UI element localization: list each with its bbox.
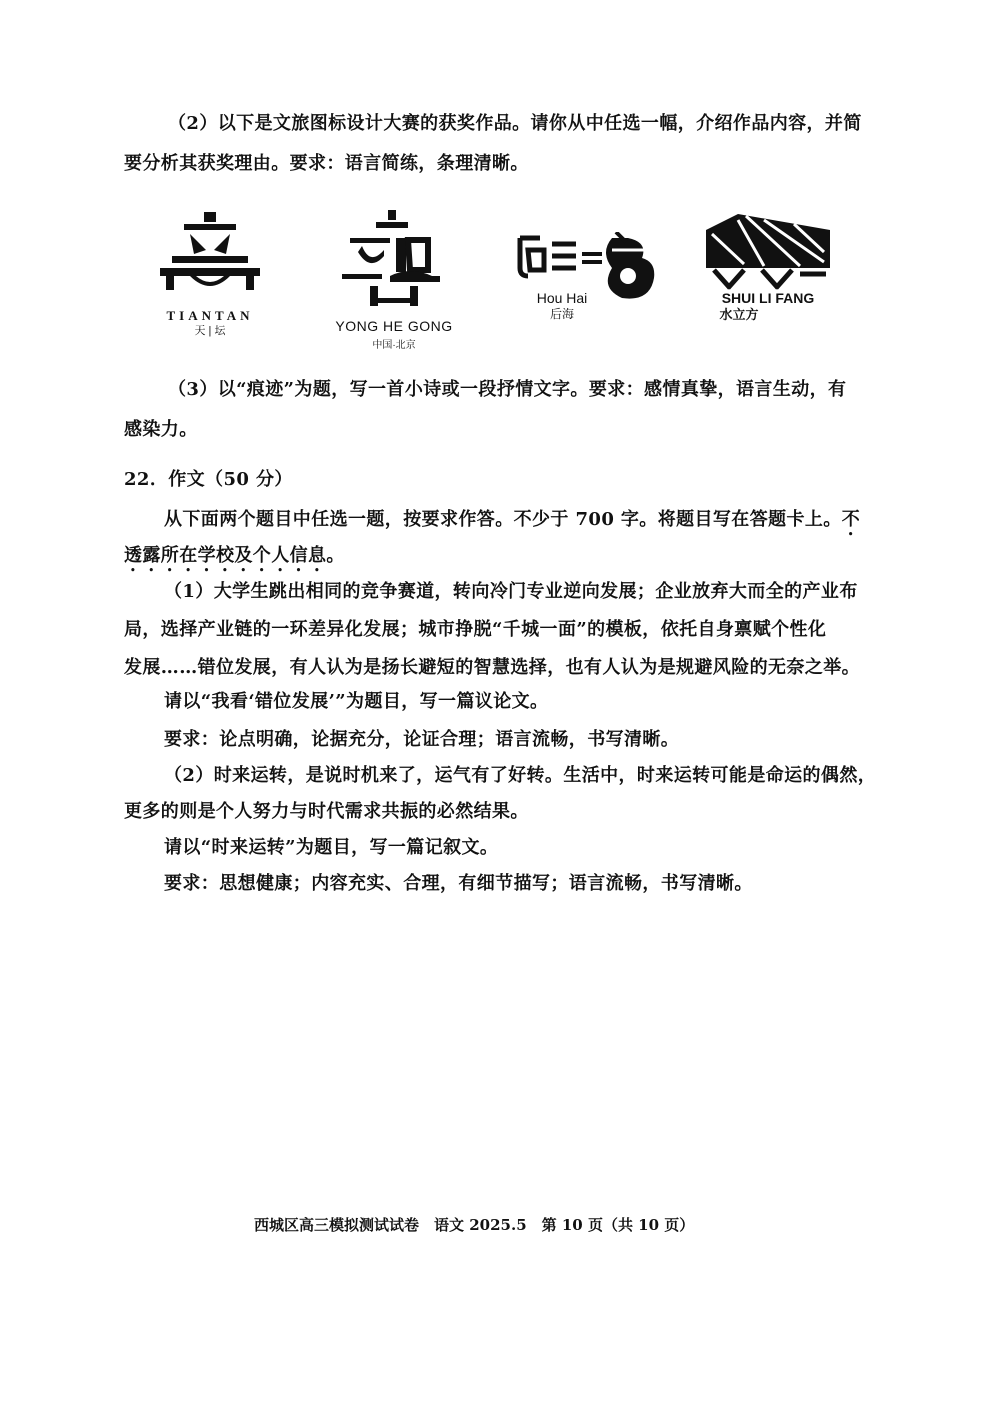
shuilifang-subcaption: 水立方 bbox=[719, 307, 759, 322]
q22-intro-line1 bbox=[164, 508, 860, 540]
q22-p2-task: 请以“时来运转”为题目，写一篇记叙文。 bbox=[164, 837, 499, 858]
tiantan-caption: TIANTAN bbox=[166, 308, 254, 323]
q21-3-line2: 感染力。 bbox=[124, 419, 198, 440]
q22-intro-emphasis-start: 不 bbox=[841, 509, 861, 530]
q21-2-line1: （2）以下是文旅图标设计大赛的获奖作品。请你从中任选一幅，介绍作品内容，并简 bbox=[168, 113, 862, 134]
houhai-caption: Hou Hai bbox=[536, 290, 588, 306]
yonghegong-subcaption: 中国·北京 bbox=[372, 340, 416, 351]
yonghegong-logo bbox=[340, 210, 450, 310]
tiantan-logo bbox=[150, 210, 270, 310]
q22-p2-requirement: 要求：思想健康；内容充实、合理，有细节描写；语言流畅，书写清晰。 bbox=[164, 873, 753, 894]
q22-intro-period: 。 bbox=[326, 545, 345, 566]
q22-p2-line2: 更多的则是个人努力与时代需求共振的必然结果。 bbox=[124, 801, 529, 822]
q22-p1-requirement: 要求：论点明确，论据充分，论证合理；语言流畅，书写清晰。 bbox=[164, 729, 680, 750]
tiantan-subcaption: 天 | 坛 bbox=[194, 325, 226, 337]
q22-intro-line2 bbox=[124, 544, 345, 576]
q21-3-line1: （3）以“痕迹”为题，写一首小诗或一段抒情文字。要求：感情真挚，语言生动，有 bbox=[168, 379, 847, 400]
q22-p1-line2: 局，选择产业链的一环差异化发展；城市挣脱“千城一面”的模板，依托自身禀赋个性化 bbox=[124, 619, 827, 640]
yonghegong-caption: YONG HE GONG bbox=[335, 318, 453, 334]
q22-p1-line3: 发展……错位发展，有人认为是扬长避短的智慧选择，也有人认为是规避风险的无奈之举。 bbox=[124, 657, 860, 678]
q22-p2-line1: （2）时来运转，是说时机来了，运气有了好转。生活中，时来运转可能是命运的偶然， bbox=[164, 765, 877, 786]
q22-heading: 22．作文（50 分） bbox=[124, 469, 293, 490]
shuilifang-caption: SHUI LI FANG bbox=[721, 290, 815, 306]
houhai-subcaption: 后海 bbox=[549, 307, 574, 321]
q21-2-line2: 要分析其获奖理由。要求：语言简练，条理清晰。 bbox=[124, 153, 529, 174]
q22-intro-emphasis: 透露所在学校及个人信息 bbox=[124, 545, 327, 566]
shuilifang-logo bbox=[704, 212, 832, 292]
page-footer: 西城区高三模拟测试试卷 语文 2025.5 第 10 页（共 10 页） bbox=[254, 1216, 695, 1234]
q22-p1-task: 请以“我看‘错位发展’”为题目，写一篇议论文。 bbox=[164, 691, 549, 712]
q22-intro-text: 从下面两个题目中任选一题，按要求作答。不少于 700 字。将题目写在答题卡上。 bbox=[164, 509, 842, 530]
q22-p1-line1: （1）大学生跳出相同的竞争赛道，转向冷门专业逆向发展；企业放弃大而全的产业布 bbox=[164, 581, 858, 602]
